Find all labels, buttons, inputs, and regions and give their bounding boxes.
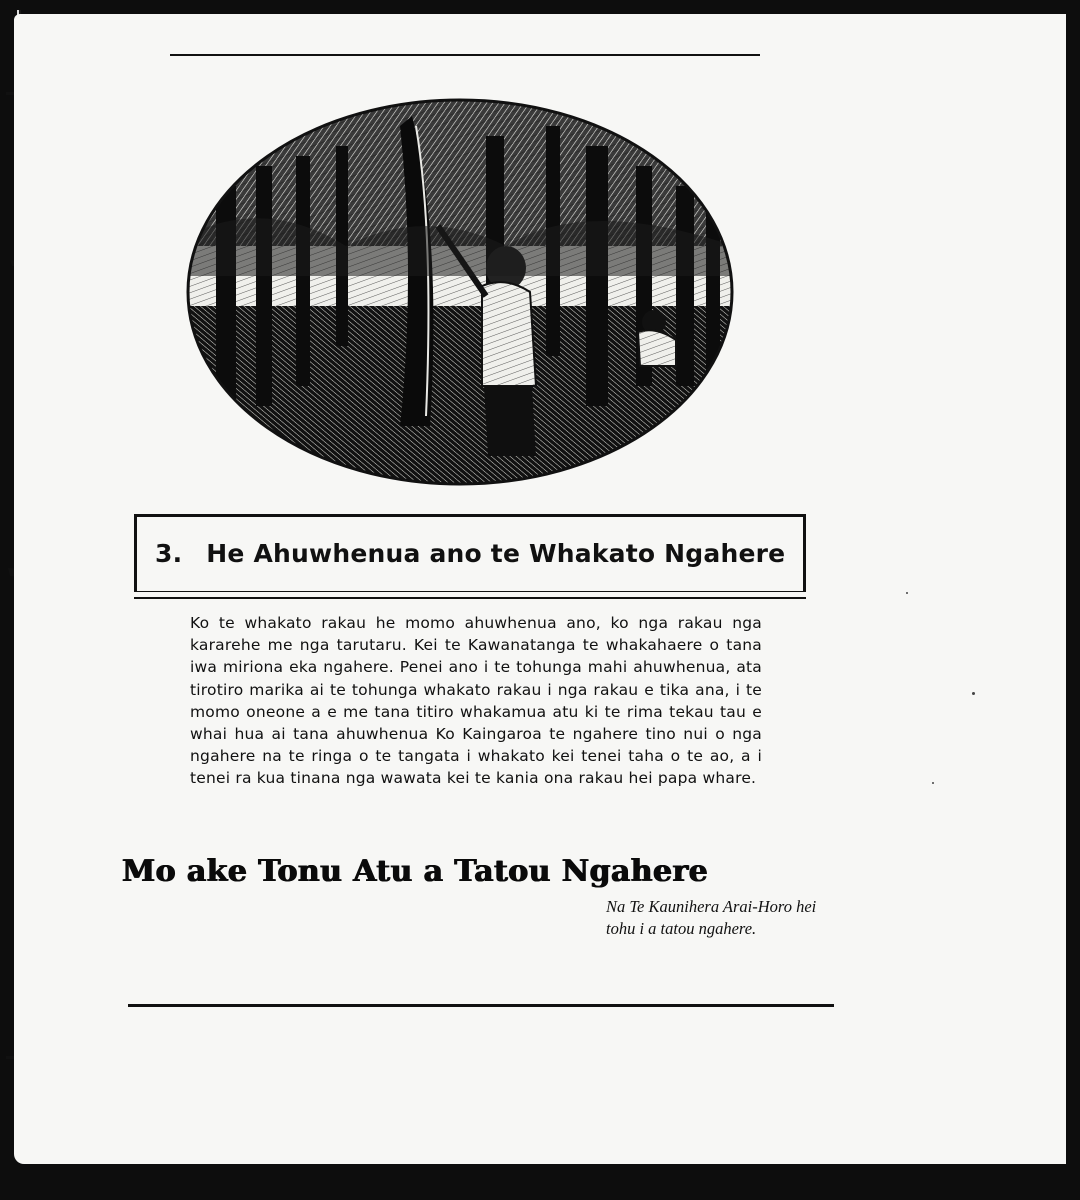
bottom-divider [128, 1004, 834, 1007]
section-title: He Ahuwhenua ano te Whakato Ngahere [206, 539, 786, 568]
slogan-heading: Mo ake Tonu Atu a Tatou Ngahere [122, 854, 709, 889]
section-number: 3. [155, 539, 183, 568]
body-paragraph: Ko te whakato rakau he momo ahuwhenua ano, ko nga rakau nga kararehe me nga tarutaru. Kei te Kawanatanga te whakahaere o tana iwa miriona eka ngahere. Penei ano i te tohunga mahi ahuwhenua, ata tirotiro marika ai te tohunga whakato rakau i nga rakau e tika ana, i te momo oneone a e me tana titiro whakamua atu ki te rima tekau tau e whai hua ai tana ahuwhenua Ko Kaingaroa te ngahere tino nui o nga ngahere na te ringa o te tangata i whakato kei tenei taha o te ao, a i tenei ra kua tinana nga wawata kei te kania ona rakau hei papa whare. [190, 614, 762, 788]
credit-attribution: Na Te Kaunihera Arai-Horo hei tohu i a tatou ngahere. [606, 897, 817, 938]
top-divider [170, 54, 760, 56]
section-heading-box [134, 514, 806, 592]
forest-engraving-illustration [186, 96, 734, 488]
section-heading [155, 539, 785, 568]
